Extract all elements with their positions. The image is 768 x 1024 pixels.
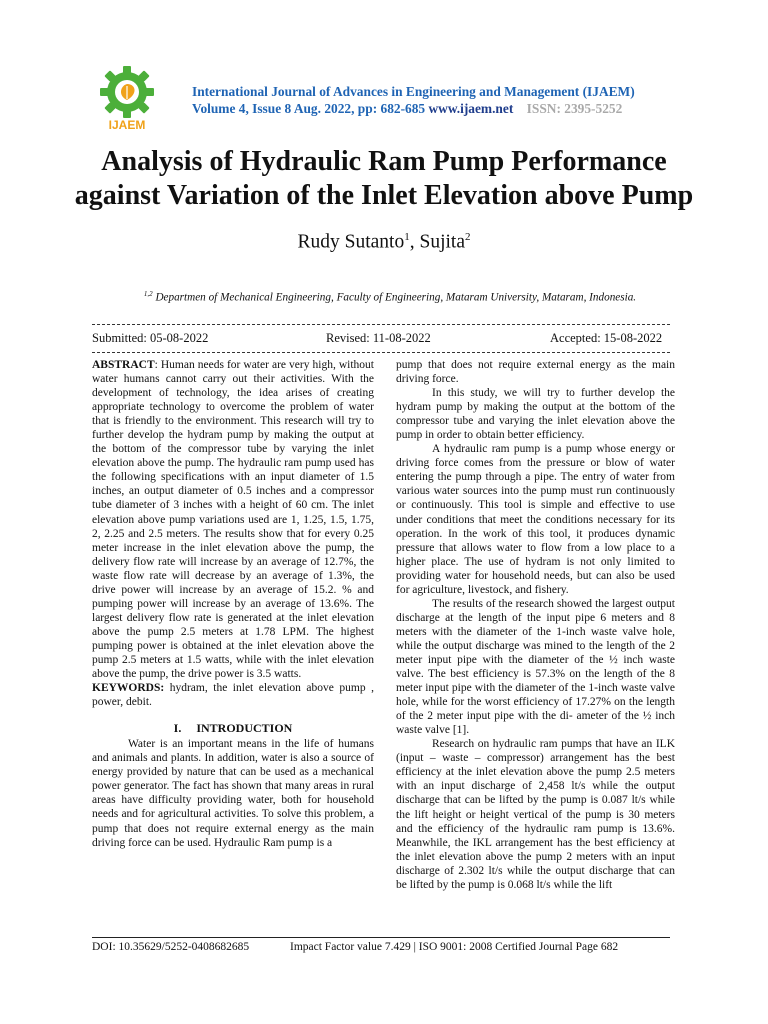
- issue-info: Volume 4, Issue 8 Aug. 2022, pp: 682-685: [192, 101, 429, 116]
- right-paragraph-3: The results of the research showed the largest output discharge at the length of the input pipe 6 meters and 8 meters with the diameter of the 1-inch waste valve hole, while the output discharge was mined to the length of the 2 meter input pipe with the diameter of the ½ inch waste valve. The best efficiency is 57.3% on the length of the 8 meter input pipe with the diameter of the 1-inch waste valve hole, while for the worst efficiency of 17.27% on the length of the 2 meter input pipe with the di- ameter of the ½ inch waste valve [1].: [396, 597, 675, 737]
- logo-text: IJAEM: [108, 118, 146, 132]
- author-2-sup: 2: [464, 231, 471, 243]
- impact-factor: Impact Factor value 7.429 | ISO 9001: 2008 Certified Journal Page 682: [290, 941, 619, 953]
- issn: ISSN: 2395-5252: [526, 101, 623, 116]
- abstract: [92, 358, 374, 681]
- right-paragraph-4: Research on hydraulic ram pumps that have an ILK (input – waste – compressor) arrangement has the best efficiency at the inlet elevation above the pump 2.5 meters with an input discharge of 2,458 lt/s while the output discharge that can be lifted by the pump is 0.087 lt/s while the lift height or height vertical of the pump is 30 meters and the efficiency of the hydraulic ram pump is 13.6%. Meanwhile, the IKL arrangement has the best efficiency at the inlet elevation above the pump 2 meters with an input discharge of 2.302 lt/s while the output discharge that can be lifted by the pump is 0.068 lt/s while the lift: [396, 738, 675, 891]
- abstract-text: : Human needs for water are very high, without water humans cannot carry out their activities. With the development of technology, the idea arises of creating appropriate technology to overcome the problem of water that is friendly to the environment. This research will try to further develop the hydram pump by making the output at the bottom of the compressor tube by varying the inlet elevation above the pump. The hydraulic ram pump used has the following specifications with an input diameter of 1.5 inches, an output diameter of 0.5 inches and a compressor tube diameter of 3 inches with a height of 60 cm. The inlet elevation above pump variations used are 1, 1.25, 1.5, 1.75, 2, 2.25 and 2.5 meters. The results show that for every 0.25 meter increase in the inlet elevation above the pump, the delivery flow rate will increase by an average of 12.7%, the waste flow rate will decrease by an average of 1.3%, the drive power will increase by an average of 15.2. % and pumping power will increase by an average of 13.6%. The largest delivery flow rate is generated at the inlet elevation above the pump 2.5 meters at 1.78 LPM. The highest pumping power is obtained at the inlet elevation above the pump 2.5 meters at 1.5 watts, while with the inlet elevation above the pump, the drive power is 3.5 watts.: [92, 359, 374, 681]
- intro-paragraph: Water is an important means in the life of humans and animals and plants. In addition, water is also a source of energy provided by nature that can be used as a mechanical power generator. The fact has shown that many areas in rural areas have difficulty providing water, both for household needs and for agricultural activities. To solve this problem, a pump that does not require external energy as the main driving force can be used. Hydraulic Ram pump is a: [92, 738, 374, 849]
- accepted-date: Accepted: 15-08-2022: [550, 331, 663, 345]
- divider-top: [92, 324, 670, 325]
- author-2: , Sujita: [409, 231, 465, 253]
- introduction-heading: I. INTRODUCTION: [173, 721, 293, 736]
- keywords-label: KEYWORDS:: [92, 682, 165, 695]
- right-paragraph-0: pump that does not require external energy as the main driving force.: [396, 359, 675, 386]
- submitted-date: Submitted: 05-08-2022: [92, 331, 209, 345]
- right-paragraph-1: In this study, we will try to further develop the hydram pump by making the output at the bottom of the compressor tube and varying the inlet elevation above the pump in order to obtain better efficiency.: [396, 387, 675, 442]
- issue-line: [192, 100, 672, 117]
- journal-website-link[interactable]: www.ijaem.net: [428, 101, 514, 116]
- journal-name: International Journal of Advances in Engineering and Management (IJAEM): [192, 84, 635, 99]
- keywords: [92, 681, 374, 709]
- affiliation: [90, 290, 690, 304]
- doi: DOI: 10.35629/5252-0408682685: [92, 941, 250, 953]
- right-column: [396, 358, 675, 892]
- affiliation-text: Departmen of Mechanical Engineering, Faculty of Engineering, Mataram University, Mataram, Indonesia.: [152, 291, 637, 304]
- journal-header: [192, 83, 672, 117]
- paper-title: Analysis of Hydraulic Ram Pump Performance against Variation of the Inlet Elevation above Pump: [74, 146, 694, 211]
- affiliation-sup: 1,2: [143, 290, 153, 298]
- authors: [0, 231, 768, 254]
- divider-bottom: [92, 352, 670, 353]
- keywords-text: hydram, the inlet elevation above pump , power, debit.: [92, 682, 374, 709]
- revised-date: Revised: 11-08-2022: [326, 331, 431, 345]
- author-1-sup: 1: [404, 231, 410, 243]
- right-paragraph-2: A hydraulic ram pump is a pump whose energy or driving force comes from the pressure or blow of water entering the pump through a pipe. The entry of water from various water sources into the pump must run continuously or continuously. This tool is simple and effective to use under conditions that meet the conditions necessary for its operation. In the work of this tool, it produces dynamic pressure that allows water to flow from a low place to a higher place. The use of hydram is not only limited to providing water for household needs, but can also be used for agriculture, livestock, and fishery.: [396, 443, 675, 596]
- footer-rule: [92, 937, 670, 938]
- gear-leaf-logo-icon: [96, 64, 158, 132]
- abstract-label: ABSTRACT: [92, 359, 155, 371]
- left-column: [92, 358, 374, 850]
- journal-logo: [96, 64, 158, 132]
- author-1: Rudy Sutanto: [297, 231, 405, 253]
